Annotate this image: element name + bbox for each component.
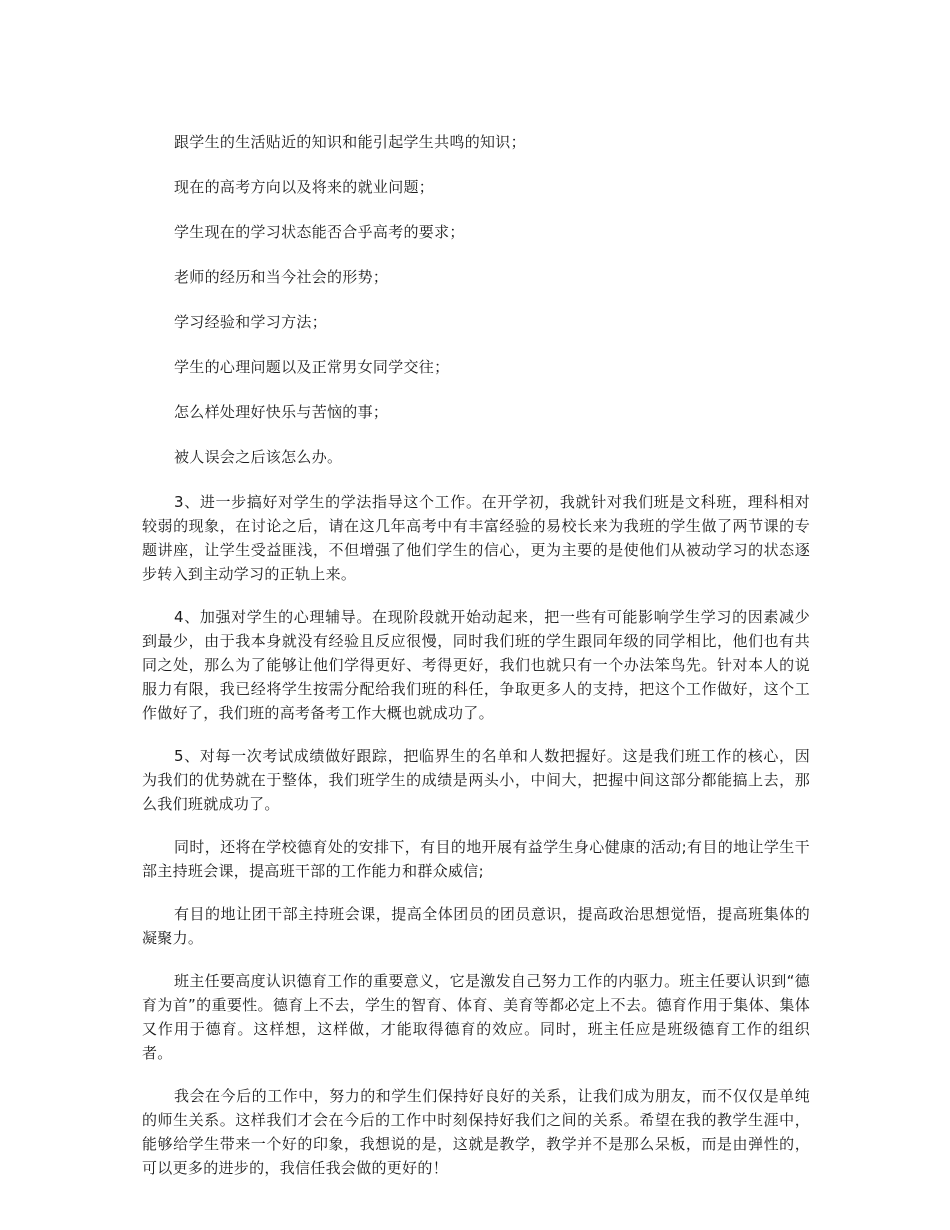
paragraph: 4、加强对学生的心理辅导。在现阶段就开始动起来，把一些有可能影响学生学习的因素减少到最少，由于我本身就没有经验且反应很慢，同时我们班的学生跟同年级的同学相比，他们也有共同之处，那么为了能够让他们学得更好、考得更好，我们也就只有一个办法笨鸟先。针对本人的说服力有限，我已经将学生按需分配给我们班的科任，争取更多人的支持，把这个工作做好，这个工作做好了，我们班的高考备考工作大概也就成功了。 <box>142 608 810 722</box>
paragraph: 3、进一步搞好对学生的学法指导这个工作。在开学初，我就针对我们班是文科班，理科相对较弱的现象，在讨论之后，请在这几年高考中有丰富经验的易校长来为我班的学生做了两节课的专题讲座，让学生受益匪浅，不但增强了他们学生的信心，更为主要的是使他们从被动学习的状态逐步转入到主动学习的正轨上来。 <box>142 493 810 583</box>
paragraph: 同时，还将在学校德育处的安排下，有目的地开展有益学生身心健康的活动;有目的地让学生干部主持班会课，提高班干部的工作能力和群众威信; <box>142 838 810 880</box>
paragraph: 学习经验和学习方法； <box>174 313 328 331</box>
paragraph: 我会在今后的工作中，努力的和学生们保持好良好的关系，让我们成为朋友，而不仅仅是单纯的师生关系。这样我们才会在今后的工作中时刻保持好我们之间的关系。希望在我的教学生涯中，能够给学生带来一个好的印象，我想说的是，这就是教学，教学并不是那么呆板，而是由弹性的，可以更多的进步的，我信任我会做的更好的！ <box>142 1087 810 1177</box>
paragraph: 老师的经历和当今社会的形势； <box>174 268 389 286</box>
paragraph: 学生现在的学习状态能否合乎高考的要求； <box>174 223 465 241</box>
paragraph: 被人误会之后该怎么办。 <box>174 448 343 466</box>
paragraph: 5、对每一次考试成绩做好跟踪，把临界生的名单和人数把握好。这是我们班工作的核心，因为我们的优势就在于整体，我们班学生的成绩是两头小，中间大，把握中间这部分都能搞上去，那么我们班就成功了。 <box>142 747 810 813</box>
paragraph: 怎么样处理好快乐与苦恼的事； <box>174 403 389 421</box>
paragraph: 跟学生的生活贴近的知识和能引起学生共鸣的知识； <box>174 133 526 151</box>
paragraph: 班主任要高度认识德育工作的重要意义，它是激发自己努力工作的内驱力。班主任要认识到“德育为首”的重要性。德育上不去，学生的智育、体育、美育等都必定上不去。德育作用于集体、集体又作用于德育。这样想，这样做，才能取得德育的效应。同时，班主任应是班级德育工作的组织者。 <box>142 972 810 1062</box>
paragraph: 现在的高考方向以及将来的就业问题； <box>174 178 435 196</box>
paragraph: 学生的心理问题以及正常男女同学交往； <box>174 358 450 376</box>
document-body <box>142 130 810 1199</box>
paragraph: 有目的地让团干部主持班会课，提高全体团员的团员意识，提高政治思想觉悟，提高班集体的凝聚力。 <box>142 905 810 947</box>
